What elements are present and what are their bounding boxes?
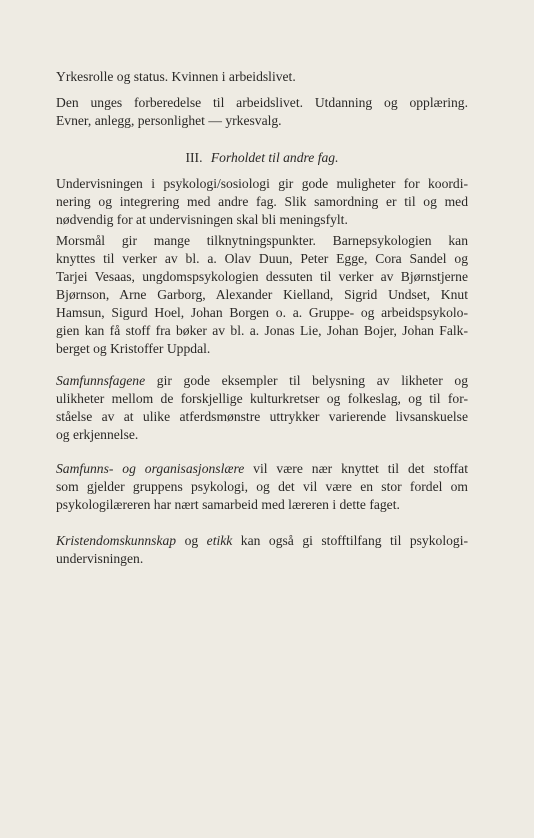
text-line: ulikheter mellom de forskjellige kulturkretser og folkeslag, og til for-: [56, 391, 468, 406]
text-line: Bjørnson, Arne Garborg, Alexander Kielland, Sigrid Undset, Knut: [56, 287, 468, 302]
text-line: knyttes til verker av bl. a. Olav Duun, Peter Egge, Cora Sandel og: [56, 251, 468, 266]
text-fragment: gir gode eksempler til belysning av likheter og: [145, 373, 468, 388]
text-line: [56, 372, 468, 390]
text-line: [56, 532, 468, 550]
paragraph-yrkesrolle: [56, 68, 468, 86]
emphasis-samfunns-organisasjonslaere: Samfunns- og organisasjonslære: [56, 461, 245, 476]
text-line: Hamsun, Sigurd Hoel, Johan Borgen o. a. Gruppe- og arbeidspsykolo-: [56, 305, 468, 320]
paragraph-organisasjonslaere: [56, 460, 468, 514]
section-title: Forholdet til andre fag.: [210, 150, 339, 165]
emphasis-kristendomskunnskap: Kristendomskunnskap: [56, 533, 177, 548]
paragraph-morsmal: [56, 232, 468, 358]
text-fragment: kan også gi stofftilfang til psykologi-: [232, 533, 468, 548]
text-line: undervisningen.: [56, 551, 144, 566]
text-line: psykologilæreren har nært samarbeid med læreren i dette faget.: [56, 497, 400, 512]
section-number: III.: [185, 150, 203, 165]
paragraph-undervisningen: [56, 175, 468, 229]
emphasis-samfunnsfagene: Samfunnsfagene: [56, 373, 146, 388]
text-line: Den unges forberedelse til arbeidslivet. Utdanning og opplæring.: [56, 95, 468, 110]
text-line: [56, 460, 468, 478]
text-fragment: og: [176, 533, 207, 548]
text-line: nering og integrering med andre fag. Slik samordning er til og med: [56, 194, 468, 209]
paragraph-samfunnsfagene: [56, 372, 468, 444]
emphasis-etikk: etikk: [206, 533, 233, 548]
text-line: som gjelder gruppens psykologi, og det vil være en stor fordel om: [56, 479, 468, 494]
paragraph-den-unges: [56, 94, 468, 130]
paragraph-kristendomskunnskap: [56, 532, 468, 568]
text-line: gien kan få stoff fra bøker av bl. a. Jonas Lie, Johan Bojer, Johan Falk-: [56, 323, 468, 338]
text-line: Undervisningen i psykologi/sosiologi gir gode muligheter for koordi-: [56, 176, 468, 191]
text-line: Tarjei Vesaas, ungdomspsykologien dessuten til verker av Bjørnstjerne: [56, 269, 468, 284]
text-fragment: vil være nær knyttet til det stoffat: [244, 461, 468, 476]
text-line: Yrkesrolle og status. Kvinnen i arbeidslivet.: [56, 69, 296, 84]
section-heading: [56, 149, 468, 167]
text-line: berget og Kristoffer Uppdal.: [56, 341, 211, 356]
text-line: Morsmål gir mange tilknytningspunkter. Barnepsykologien kan: [56, 233, 468, 248]
text-line: og erkjennelse.: [56, 427, 139, 442]
text-line: nødvendig for at undervisningen skal bli meningsfylt.: [56, 212, 348, 227]
text-line: ståelse av at ulike atferdsmønstre uttrykker varierende livsanskuelse: [56, 409, 468, 424]
text-line: Evner, anlegg, personlighet — yrkesvalg.: [56, 113, 282, 128]
